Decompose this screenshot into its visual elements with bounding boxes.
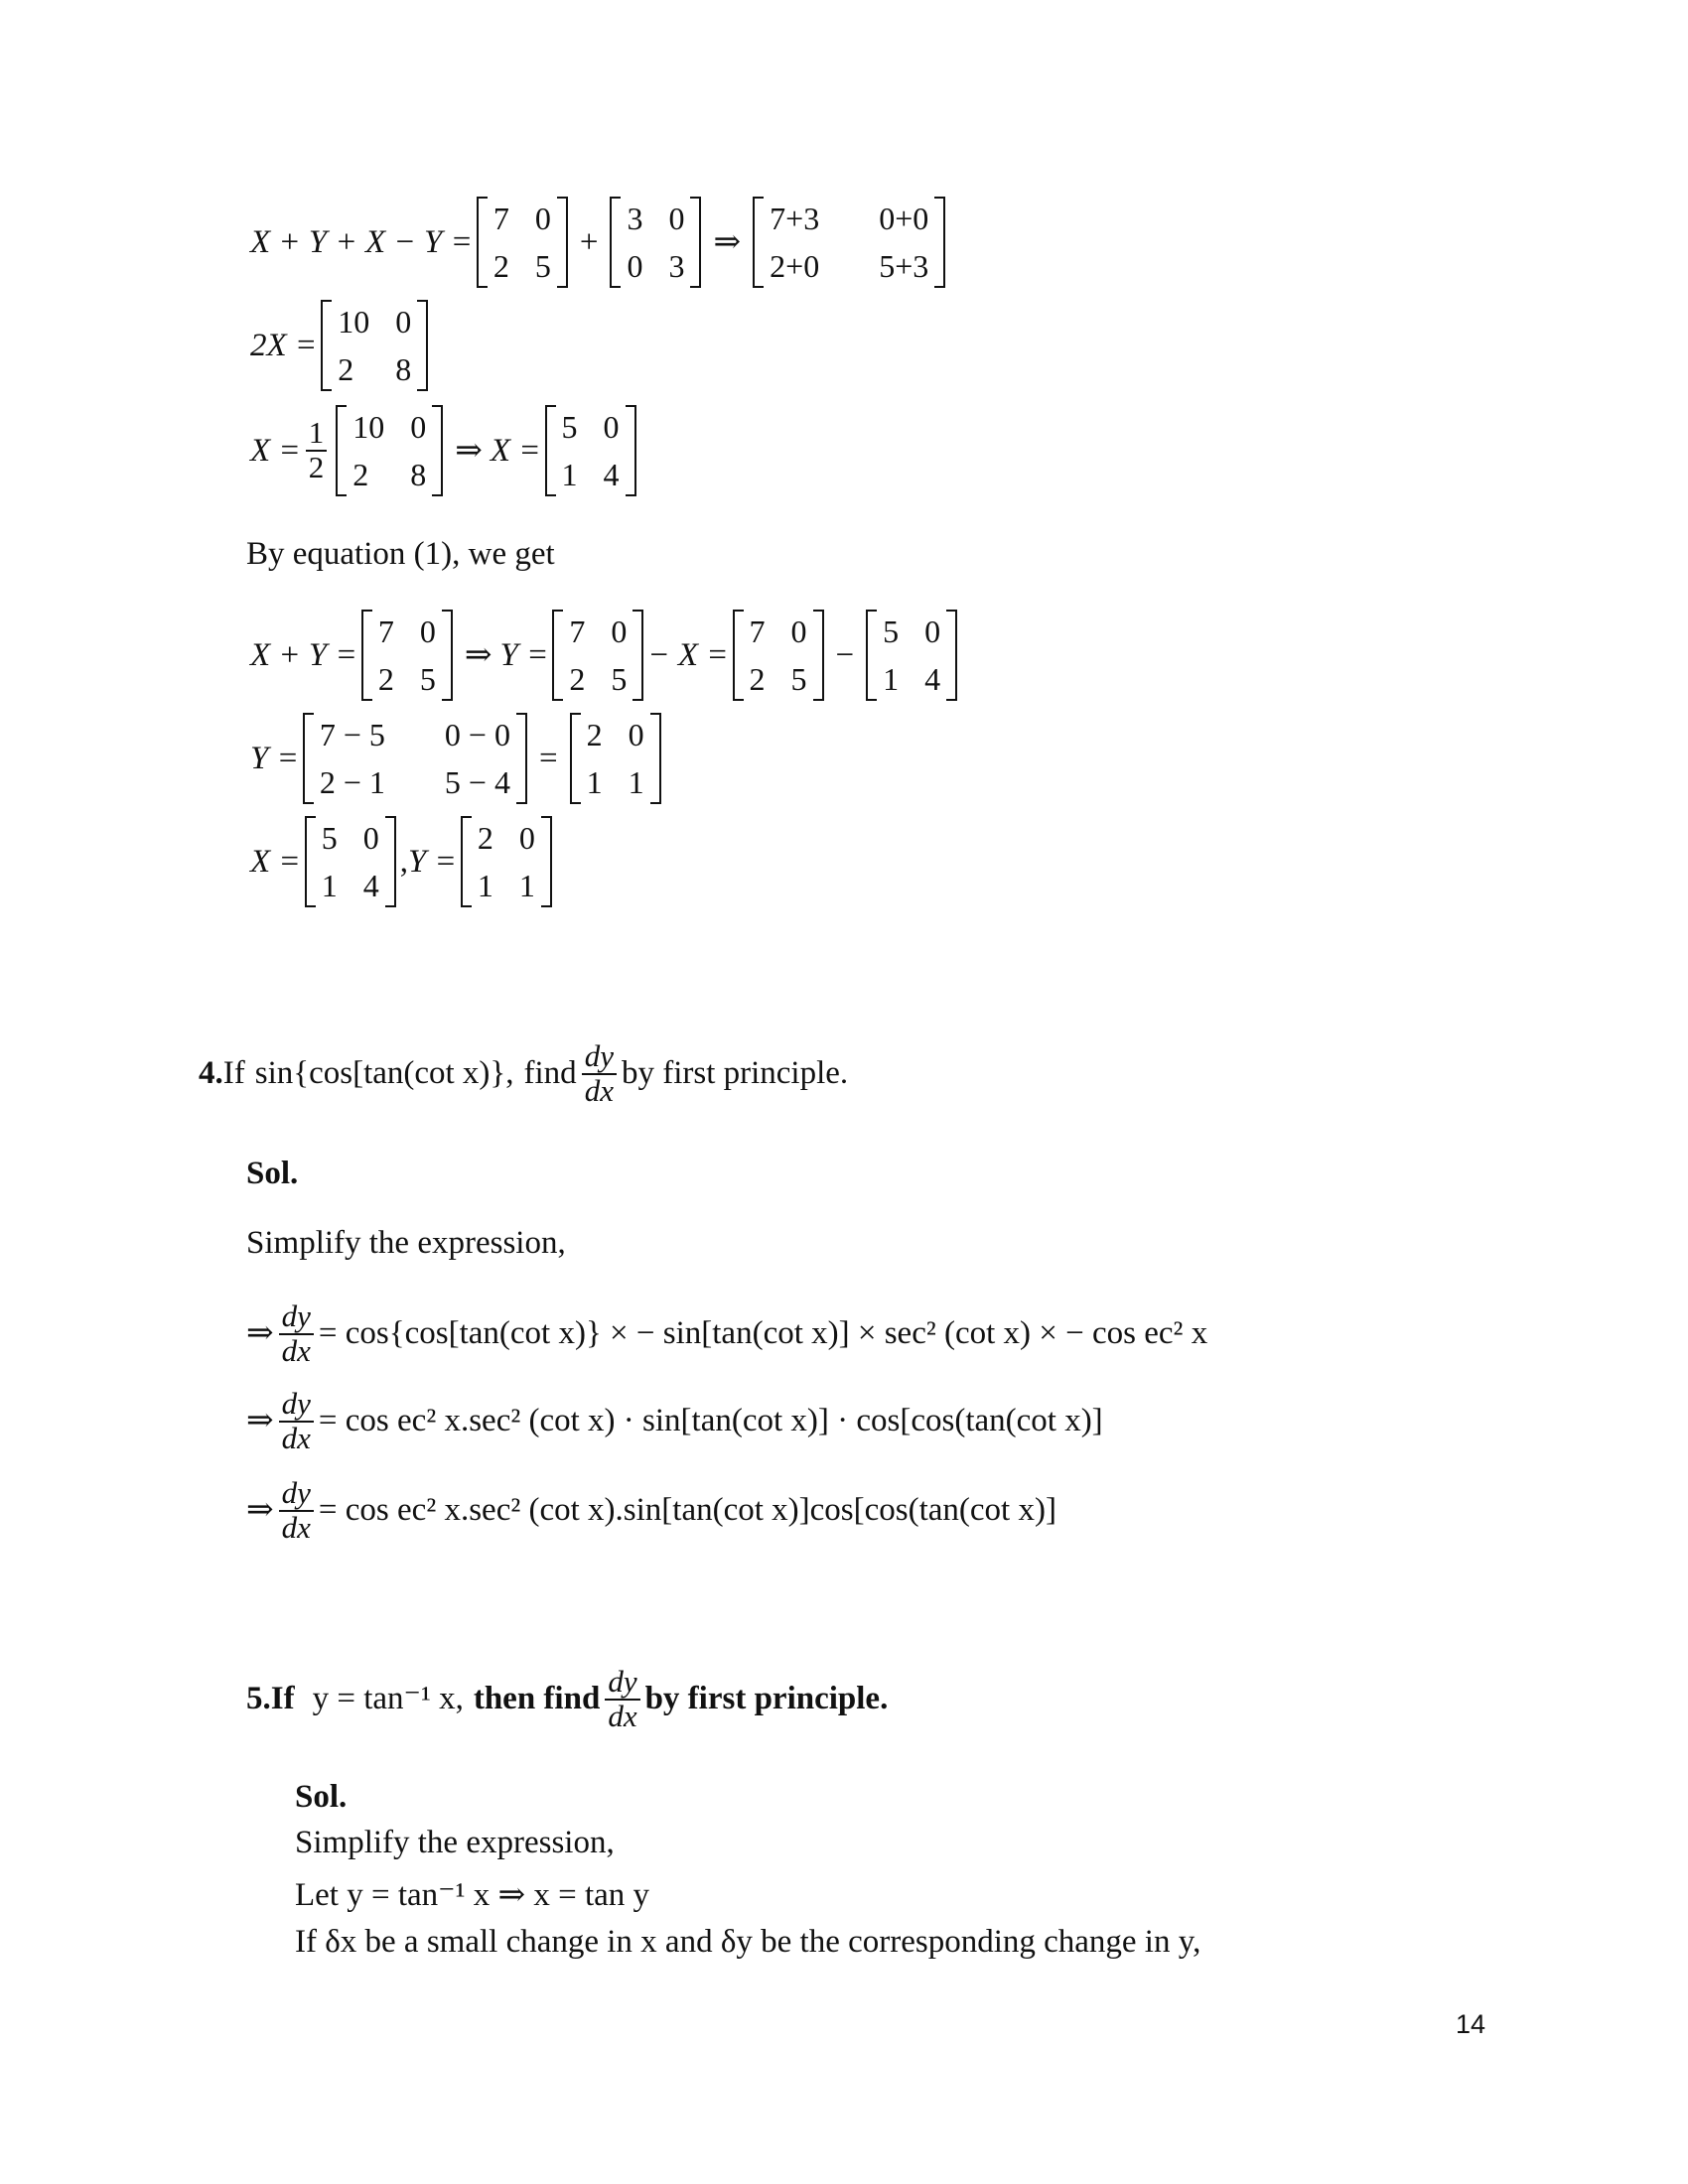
dy-dx-fraction: $\frac{dy}{dx}$ (582, 1040, 617, 1107)
sol-label-2: Sol. (295, 1779, 348, 1815)
matrix: 7 0 2 5 (733, 610, 824, 701)
equation-y: Y = 7 − 5 0 − 0 2 − 1 5 − 4 = 2 0 1 1 (250, 713, 665, 804)
eq-lhs: X + Y + X − Y = (250, 223, 473, 260)
matrix: 10 0 2 8 (321, 300, 428, 391)
matrix: 10 0 2 8 (336, 405, 443, 496)
matrix: 5 0 1 4 (545, 405, 636, 496)
simplify-text: Simplify the expression, (246, 1225, 566, 1261)
equation-xy: X + Y = 7 0 2 5 ⇒ Y = 7 0 2 5 − X = 7 0 2 5 − 5 0 1 4 (250, 610, 961, 701)
by-equation-text: By equation (1), we get (246, 536, 555, 572)
derivative-step-3: ⇒ $\frac{dy}{dx}$ = cos ec² x.sec² (cot x).sin[tan(cot x)]cos[cos(tan(cot x)] (246, 1475, 1056, 1545)
matrix: 3 0 0 3 (610, 197, 701, 288)
matrix: 7 0 2 5 (552, 610, 643, 701)
sol-label: Sol. (246, 1156, 299, 1191)
question-5: 5. If y = tan⁻¹ x, then find $\frac{dy}{dx}$ by first principle. (246, 1664, 889, 1733)
matrix: 7 − 5 0 − 0 2 − 1 5 − 4 (303, 713, 527, 804)
equation-x: X = $\frac{1}{2}$ 10 0 2 8 ⇒ X = 5 0 1 4 (250, 405, 640, 496)
page-number: 14 (1456, 2009, 1486, 2039)
derivative-step-1: ⇒ $\frac{dy}{dx}$ = cos{cos[tan(cot x)} × − sin[tan(cot x)] × sec² (cot x) × − cos ec² x (246, 1298, 1208, 1368)
question-4: 4. If sin{cos[tan(cot x)}, find $\frac{dy}{dx}$ by first principle. (199, 1038, 849, 1108)
matrix: 5 0 1 4 (305, 816, 396, 907)
matrix: 2 0 1 1 (461, 816, 552, 907)
matrix: 7 0 2 5 (361, 610, 453, 701)
eq-lhs: 2X = (250, 327, 318, 363)
derivative-step-2: ⇒ $\frac{dy}{dx}$ = cos ec² x.sec² (cot x) · sin[tan(cot x)] · cos[cos(tan(cot x)] (246, 1386, 1103, 1455)
matrix: 2 0 1 1 (570, 713, 661, 804)
equation-result: X = 5 0 1 4 , Y = 2 0 1 1 (250, 816, 556, 907)
simplify-text-2: Simplify the expression, (295, 1825, 615, 1860)
matrix: 7+3 0+0 2+0 5+3 (753, 197, 945, 288)
fraction-half: $\frac{1}{2}$ (306, 417, 328, 483)
equation-sum: X + Y + X − Y = 7 0 2 5 + 3 0 0 3 ⇒ 7+3 0+0 2+0 5+3 (250, 197, 949, 288)
let-line: Let y = tan⁻¹ x ⇒ x = tan y (295, 1877, 650, 1913)
delta-line: If δx be a small change in x and δy be the corresponding change in y, (295, 1924, 1201, 1960)
matrix: 5 0 1 4 (866, 610, 957, 701)
matrix: 7 0 2 5 (477, 197, 568, 288)
equation-2x (250, 300, 432, 391)
